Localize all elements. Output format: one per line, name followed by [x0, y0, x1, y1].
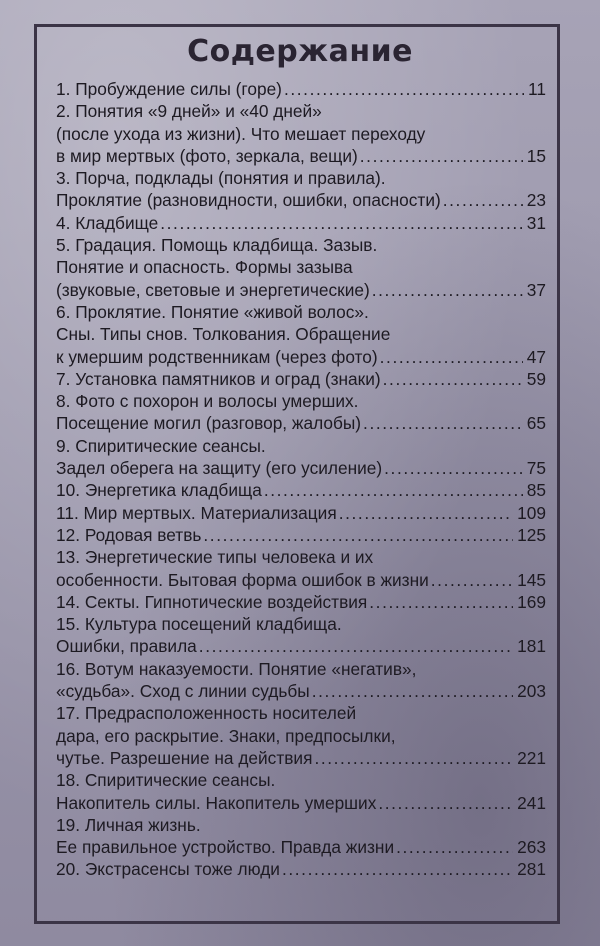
toc-entry-line: 20. Экстрасенсы тоже люди	[56, 859, 280, 880]
dot-leader	[314, 747, 513, 769]
dot-leader	[203, 524, 513, 546]
page-number: 221	[517, 747, 546, 768]
page-number: 47	[526, 346, 546, 367]
page-number: 31	[526, 212, 546, 233]
toc-entry	[56, 702, 546, 769]
toc-entry-line: 18. Спиритические сеансы.	[56, 770, 276, 791]
page-number: 181	[517, 636, 546, 657]
toc-entry-last-line	[56, 346, 546, 368]
toc-entry-line: 6. Проклятие. Понятие «живой волос».	[56, 301, 369, 322]
page-title: Содержание	[187, 34, 413, 69]
toc-entry-line: 2. Понятия «9 дней» и «40 дней»	[56, 101, 322, 122]
dot-leader	[363, 412, 523, 434]
dot-leader	[360, 145, 523, 167]
toc-entry-line: в мир мертвых (фото, зеркала, вещи)	[56, 145, 358, 166]
toc-entry-line: 1. Пробуждение силы (горе)	[56, 79, 282, 99]
toc-entry-last-line	[56, 368, 546, 390]
toc-entry-line: 5. Градация. Помощь кладбища. Зазыв.	[56, 235, 378, 256]
toc-entry-line: 4. Кладбище	[56, 212, 159, 233]
toc-entry-line: 8. Фото с похорон и волосы умерших.	[56, 391, 359, 412]
toc-entry-last-line	[56, 836, 546, 858]
toc-entry	[56, 435, 546, 480]
toc-entry-last-line	[56, 680, 546, 702]
toc-entry-line: Ее правильное устройство. Правда жизни	[56, 837, 395, 858]
toc-entry-last-line	[56, 591, 546, 613]
toc-entry	[56, 167, 546, 212]
toc-entry-line: Посещение могил (разговор, жалобы)	[56, 413, 362, 434]
dot-leader	[380, 346, 523, 368]
toc-entry-line: 19. Личная жизнь.	[56, 814, 201, 835]
toc-entry-line: Проклятие (разновидности, ошибки, опасности)	[56, 190, 441, 211]
toc-entry	[56, 613, 546, 658]
toc-entry-line: «судьба». Сход с линии судьбы	[56, 681, 310, 702]
toc-entry-last-line	[56, 212, 546, 234]
toc-entry	[56, 78, 546, 100]
toc-entry-line: 15. Культура посещений кладбища.	[56, 614, 342, 635]
dot-leader	[431, 569, 513, 591]
toc-entry	[56, 546, 546, 591]
page-number: 65	[526, 413, 546, 434]
dot-leader	[384, 457, 523, 479]
dot-leader	[312, 680, 513, 702]
toc-entry-last-line	[56, 412, 546, 434]
page-number: 85	[526, 480, 546, 501]
toc-entry	[56, 390, 546, 435]
toc-entry-line: 9. Спиритические сеансы.	[56, 435, 266, 456]
toc-entry-line: 12. Родовая ветвь	[56, 524, 202, 545]
toc-entry	[56, 769, 546, 814]
toc-entry-last-line	[56, 858, 546, 880]
toc-entry	[56, 301, 546, 368]
page-number: 37	[526, 279, 546, 300]
toc-entry-line: Ошибки, правила	[56, 636, 197, 657]
toc-entry-last-line	[56, 145, 546, 167]
toc-entry-last-line	[56, 747, 546, 769]
dot-leader	[369, 591, 513, 613]
page-number: 125	[517, 524, 546, 545]
toc-entry-line: (звуковые, световые и энергетические)	[56, 279, 370, 300]
toc-entry-last-line	[56, 457, 546, 479]
toc-entry-last-line	[56, 635, 546, 657]
dot-leader	[284, 78, 524, 100]
toc-entry-line: чутье. Разрешение на действия	[56, 747, 313, 768]
dot-leader	[282, 858, 513, 880]
dot-leader	[443, 189, 523, 211]
toc-entry-line: 10. Энергетика кладбища	[56, 480, 262, 501]
table-of-contents	[56, 78, 546, 881]
toc-entry	[56, 658, 546, 703]
toc-entry-line: 17. Предрасположенность носителей	[56, 703, 357, 724]
dot-leader	[199, 635, 513, 657]
toc-entry-line: (после ухода из жизни). Что мешает переходу	[56, 123, 426, 144]
toc-entry-last-line	[56, 524, 546, 546]
page-number: 281	[517, 859, 546, 880]
toc-entry	[56, 524, 546, 546]
page-number: 23	[526, 190, 546, 211]
dot-leader	[339, 502, 513, 524]
dot-leader	[378, 792, 513, 814]
toc-entry-line: Понятие и опасность. Формы зазыва	[56, 257, 353, 278]
toc-entry	[56, 100, 546, 167]
dot-leader	[396, 836, 513, 858]
toc-entry	[56, 858, 546, 880]
toc-entry-last-line	[56, 569, 546, 591]
toc-entry-line: Задел оберега на защиту (его усиление)	[56, 458, 383, 479]
toc-entry-last-line	[56, 279, 546, 301]
dot-leader	[383, 368, 523, 390]
page-number: 15	[526, 145, 546, 166]
toc-entry-last-line	[56, 479, 546, 501]
toc-entry-line: 14. Секты. Гипнотические воздействия	[56, 591, 368, 612]
toc-entry-line: 11. Мир мертвых. Материализация	[56, 502, 337, 523]
toc-entry	[56, 212, 546, 234]
toc-entry-last-line	[56, 792, 546, 814]
toc-entry-line: дара, его раскрытие. Знаки, предпосылки,	[56, 725, 396, 746]
toc-entry-line: 16. Вотум наказуемости. Понятие «негатив»,	[56, 658, 417, 679]
toc-entry	[56, 368, 546, 390]
toc-entry-last-line	[56, 502, 546, 524]
page-number: 203	[517, 681, 546, 702]
toc-entry-line: Сны. Типы снов. Толкования. Обращение	[56, 324, 391, 345]
toc-entry-line: 7. Установка памятников и оград (знаки)	[56, 368, 381, 389]
toc-entry-line: 3. Порча, подклады (понятия и правила).	[56, 168, 386, 189]
toc-entry	[56, 234, 546, 301]
page-number: 145	[517, 569, 546, 590]
toc-entry-line: 13. Энергетические типы человека и их	[56, 547, 374, 568]
page-number: 75	[526, 458, 546, 479]
page-number: 169	[517, 591, 546, 612]
toc-entry-line: Накопитель силы. Накопитель умерших	[56, 792, 377, 813]
page-number: 59	[526, 368, 546, 389]
toc-entry-last-line	[56, 78, 546, 100]
toc-entry-line: особенности. Бытовая форма ошибок в жизни	[56, 569, 429, 590]
dot-leader	[160, 212, 523, 234]
dot-leader	[264, 479, 523, 501]
toc-entry-line: к умершим родственникам (через фото)	[56, 346, 378, 367]
toc-entry	[56, 502, 546, 524]
page-number: 109	[517, 502, 546, 523]
page-number: 11	[528, 79, 546, 99]
dot-leader	[372, 279, 523, 301]
page-number: 241	[517, 792, 546, 813]
page-number: 263	[517, 837, 546, 858]
toc-entry-last-line	[56, 189, 546, 211]
toc-entry	[56, 814, 546, 859]
toc-entry	[56, 591, 546, 613]
toc-entry	[56, 479, 546, 501]
